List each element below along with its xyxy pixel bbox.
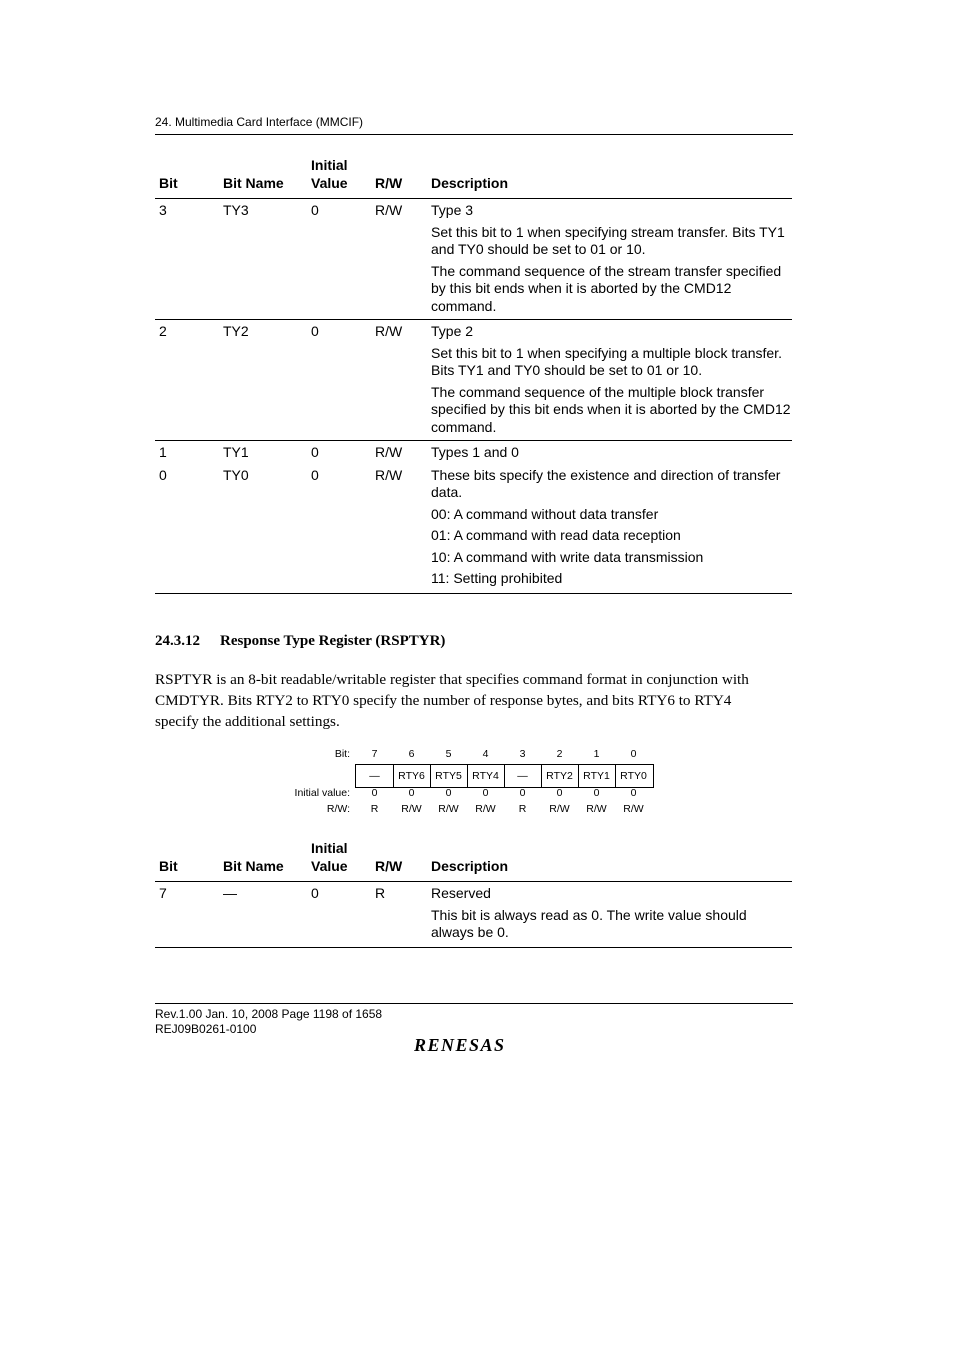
cell-description	[427, 199, 792, 320]
cell-initial: 0	[311, 444, 319, 460]
bit-field: RTY4	[467, 765, 505, 787]
bit-number: 0	[630, 748, 637, 760]
bit-field: RTY5	[430, 765, 468, 787]
col-header-initial-value	[307, 157, 371, 199]
table-row	[155, 462, 792, 594]
cell-bit: 2	[155, 320, 219, 441]
cell-initial: 0	[307, 320, 371, 441]
col-header-bit-name: Bit Name	[219, 157, 307, 199]
cell-rw: R/W	[371, 462, 427, 594]
revision-line: Rev.1.00 Jan. 10, 2008 Page 1198 of 1658	[155, 1007, 383, 1021]
col-header-rw: R/W	[371, 157, 427, 199]
initial-line2: Value	[311, 174, 348, 191]
cell-initial: 0	[307, 462, 371, 594]
bit-table-rsptyr	[155, 840, 792, 948]
table-row	[155, 320, 792, 441]
table-row	[155, 199, 792, 320]
cell-bit: 7	[155, 882, 219, 948]
initial-value: 0	[371, 787, 378, 799]
col-header-rw: R/W	[371, 840, 427, 882]
page-footer	[155, 1003, 793, 1037]
logo-text: RENESAS	[414, 1035, 506, 1055]
rw-value: R	[518, 803, 527, 815]
cell-rw: R/W	[375, 444, 403, 460]
bit-number: 6	[408, 748, 415, 760]
cell-bit: 1	[159, 444, 167, 460]
cell-rw: R	[371, 882, 427, 948]
body-paragraph	[155, 669, 795, 732]
bit-field: —	[504, 765, 542, 787]
cell-bit-name: TY2	[219, 320, 307, 441]
rw-label: R/W:	[326, 803, 350, 815]
rw-value: R/W	[438, 803, 459, 815]
renesas-logo	[414, 1035, 534, 1060]
desc-line: The command sequence of the multiple block transfer specified by this bit ends when it is aborted by the CMD12 command.	[431, 383, 791, 435]
bit-number-row	[280, 748, 660, 762]
bit-table-cmdtyr	[155, 157, 792, 594]
desc-line: Type 2	[431, 323, 474, 339]
initial-line2: Value	[311, 857, 348, 874]
initial-value: 0	[593, 787, 600, 799]
bit-number: 2	[556, 748, 563, 760]
cell-bit-name: TY3	[219, 199, 307, 320]
cell-bit: 3	[155, 199, 219, 320]
initial-value: 0	[408, 787, 415, 799]
cell-description	[427, 462, 792, 594]
desc-line: This bit is always read as 0. The write value should always be 0.	[431, 906, 747, 940]
cell-initial: 0	[307, 882, 371, 948]
initial-value: 0	[519, 787, 526, 799]
paragraph-line: RSPTYR is an 8-bit readable/writable register that specifies command format in conjunction with	[155, 671, 749, 688]
desc-line: Type 3	[431, 202, 474, 218]
initial-value: 0	[482, 787, 489, 799]
col-header-bit: Bit	[155, 840, 219, 882]
table-header-row	[155, 157, 792, 199]
bit-field: RTY1	[578, 765, 616, 787]
col-header-bit-name: Bit Name	[219, 840, 307, 882]
bit-field: —	[356, 765, 394, 787]
desc-line: 11: Setting prohibited	[431, 570, 563, 586]
paragraph-line: specify the additional settings.	[155, 713, 340, 730]
running-header	[155, 115, 793, 135]
desc-line: 10: A command with write data transmission	[431, 548, 704, 565]
section-heading	[155, 633, 445, 650]
desc-line: Reserved	[431, 885, 491, 901]
initial-value-row	[280, 787, 660, 801]
desc-line: These bits specify the existence and direction of transfer data.	[431, 466, 781, 500]
renesas-logo-mark	[414, 1035, 534, 1055]
cell-initial: 0	[307, 199, 371, 320]
initial-value: 0	[445, 787, 452, 799]
rw-value: R/W	[586, 803, 607, 815]
bit-number: 3	[519, 748, 526, 760]
bit-field: RTY6	[393, 765, 431, 787]
cell-rw: R/W	[371, 199, 427, 320]
table-row	[155, 441, 792, 462]
bit-field: RTY2	[541, 765, 579, 787]
col-header-bit: Bit	[155, 157, 219, 199]
initial-line1: Initial	[311, 157, 348, 173]
cell-bit-name: TY0	[219, 462, 307, 594]
desc-line: Types 1 and 0	[431, 444, 519, 460]
cell-description	[427, 882, 792, 948]
cell-description	[427, 441, 792, 462]
rw-value: R/W	[475, 803, 496, 815]
rw-value: R	[370, 803, 379, 815]
section-title: Response Type Register (RSPTYR)	[220, 633, 446, 649]
cell-rw: R/W	[371, 320, 427, 441]
table-header-row	[155, 840, 792, 882]
paragraph-line: CMDTYR. Bits RTY2 to RTY0 specify the number of response bytes, and bits RTY6 to RTY4	[155, 692, 732, 709]
running-title: 24. Multimedia Card Interface (MMCIF)	[155, 115, 364, 129]
table-row	[155, 882, 792, 948]
col-header-description: Description	[427, 157, 792, 199]
desc-line: Set this bit to 1 when specifying a multiple block transfer. Bits TY1 and TY0 should be set to 01 or 10.	[431, 344, 782, 378]
cell-description	[427, 320, 792, 441]
bit-number: 4	[482, 748, 489, 760]
section-number: 24.3.12	[155, 633, 200, 649]
cell-bit-name: —	[219, 882, 307, 948]
cell-bit: 0	[155, 462, 219, 594]
desc-line: 01: A command with read data reception	[431, 527, 681, 543]
initial-value-label: Initial value:	[294, 787, 350, 799]
rw-row	[280, 803, 660, 817]
bit-number: 7	[371, 748, 378, 760]
rw-value: R/W	[623, 803, 644, 815]
document-number: REJ09B0261-0100	[155, 1022, 257, 1036]
initial-value: 0	[556, 787, 563, 799]
bit-number: 5	[445, 748, 452, 760]
bit-field-boxes	[355, 764, 654, 788]
cell-bit-name: TY1	[223, 444, 249, 460]
rw-value: R/W	[401, 803, 422, 815]
rw-value: R/W	[549, 803, 570, 815]
col-header-description: Description	[427, 840, 792, 882]
desc-line: The command sequence of the stream transfer specified by this bit ends when it is aborted by the CMD12 command.	[431, 262, 782, 314]
col-header-initial-value	[307, 840, 371, 882]
initial-line1: Initial	[311, 840, 348, 856]
desc-line: 00: A command without data transfer	[431, 505, 659, 522]
bit-field: RTY0	[620, 770, 647, 782]
bit-number: 1	[593, 748, 600, 760]
desc-line: Set this bit to 1 when specifying stream transfer. Bits TY1 and TY0 should be set to 01 or 10.	[431, 223, 785, 257]
bit-label: Bit:	[334, 748, 350, 760]
initial-value: 0	[630, 787, 637, 799]
